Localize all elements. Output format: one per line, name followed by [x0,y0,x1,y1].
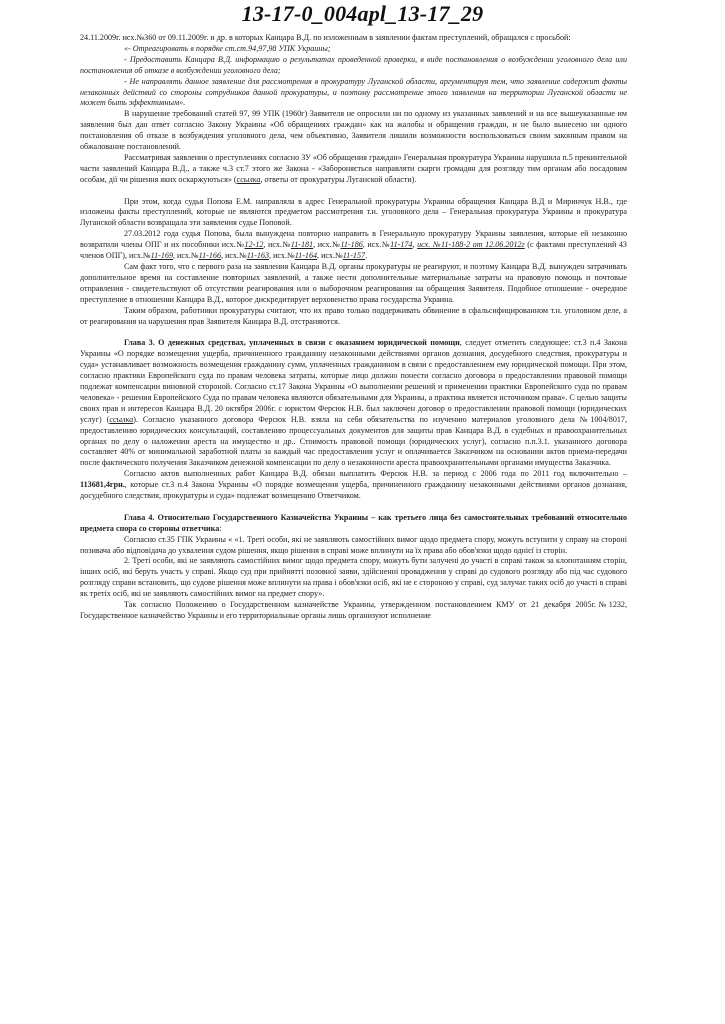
paragraph-text: : [219,523,222,533]
paragraph-text: , [412,240,418,250]
paragraph: В нарушение требований статей 97, 99 УПК (1960г) Заявителя не опросили ни по одному из указанных заявлений и на все вышеуказанные им заявления был дан ответ согласно Закону Украины «Об обращениях граждан» как на жалобы и обращения граждан, и не было вынесено ни одного постановления об отказе в возбуждения уголовного дела, чем объективно, Заявителя лишили возможности воспользоваться своим законным правом на обжалование постановлений. [80,109,627,152]
paragraph-text: , исх.№ [313,240,341,250]
request-item: «- Отреагировать в порядке ст.ст.94,97,98 УПК Украины; [124,43,331,53]
paragraph-text: , исх.№ [362,240,391,250]
document-body [80,33,627,622]
paragraph-text: , исх.№ [221,251,247,261]
link[interactable]: 11-164 [294,251,318,261]
paragraph-text: , исх.№ [269,251,295,261]
link[interactable]: 12-12 [244,240,264,250]
spacer [80,502,627,513]
paragraph-text: 27.03.2012 года судья Попова, была вынуждена повторно направить в Генеральную прокуратуру Украины заявления, которые ей незаконно возвратили члены ОПГ и их пособники исх.№ [80,229,627,250]
paragraph-text: , ответы от прокуратуры Луганской области). [260,174,417,184]
spacer [80,186,627,197]
paragraph-text: . [365,251,368,261]
link[interactable]: ссылка [109,414,134,424]
paragraph: 24.11.2009г. исх.№360 от 09.11.2009г. и др. в которых Канцара В.Д. по изложенным в заявлении фактам преступлений, обращался с просьбой: [80,33,571,42]
link[interactable]: 11-163 [246,251,270,261]
paragraph [80,229,627,262]
paragraph [80,469,627,502]
paragraph-text: , следует отметить следующее: ст.3 п.4 Закона Украины «О порядке возмещения ущерба, причиненного гражданину незаконными действиями органов дознания, досудебного следствия, прокуратуры и суда» устанавливает возможность возмещения гражданину сумм, уплаченных гражданином в связи с предоставлением ему юридической помощи. При этом, согласно практики Европейского суда по правам человека затраты, которые лицо должно понести согласно договора о предоставлении правовой помощи подлежат компенсации виновной стороной. Согласно ст.17 Закона Украины «О выполнении решений и применении практики Европейского суда по правам человека» - решения Европейского Суда по правам человека являются обязательными для Украины, а практика является источником права». С целью защиты своих прав и интересов Канцара В.Д. 20 октября 2006г. с юристом Ферсюк Н.В. был заключен договор о предоставлении правовой помощи (юридических услуг) ( [80,338,627,424]
link[interactable]: 11-169 [150,251,173,261]
paragraph: При этом, когда судья Попова Е.М. направляла в адрес Генеральной прокуратуры Украины обращения Канцара В.Д и Миринчук Н.В., где изложены факты преступлений, которые не являются предметом рассмотрения т.н. уголовного дела – Генеральная прокуратура Украины и прокуратура Луганской области возвращала эти заявления судье Поповой. [80,196,627,228]
paragraph: Согласно ст.35 ГПК Украины « «1. Треті особи, які не заявляють самостійних вимог щодо предмета спору, можуть вступити у справу на стороні позивача або відповідача до ухвалення судом рішення, якщо рішення в справі може вплинути на їх права або обов'язки щодо однієї із сторін. [80,534,627,555]
link[interactable]: 11-186 [340,240,363,250]
amount: 113681,4грн. [80,480,125,490]
link[interactable]: 11-174 [390,240,413,250]
paragraph: Так согласно Положению о Государственном казначействе Украины, утвержденном постановлением КМУ от 21 декабря 2005г.№1232, Государственное казначейство Украины и его территориальные органы лишь организуют исполнение [80,600,627,620]
document-header: 13-17-0_004apl_13-17_29 [241,1,484,26]
paragraph-text: Рассматривая заявления о преступлениях согласно ЗУ «Об обращения граждан» Генеральная прокуратура Украины нарушила п.5 прекинтельной части заявлений Канцара В.Д., а также ч.3 ст.7 этого же Закона - «Забороняється направляти скарги громадян для розгляду тим органам або посадовим особам, дії чи рішення яких оскаржуються» ( [80,152,627,184]
paragraph-text: , исх.№ [173,251,199,261]
chapter-4-heading: Глава 4. Относительно Государственного Казначейства Украины – как третьего лица без самостоятельных требований относительно предмета спора со стороны ответчика [80,512,627,533]
paragraph [80,153,627,186]
paragraph-text: , исх.№ [317,251,343,261]
spacer [80,327,627,338]
link[interactable]: ссылка [236,174,261,184]
link[interactable]: исх. №11-188-2 от 12.06.2012г [417,240,525,250]
link[interactable]: 11-157 [342,251,366,261]
paragraph-text: , исх.№ [263,240,291,250]
paragraph: Сам факт того, что с первого раза на заявления Канцара В.Д. органы прокуратуры не реагируют, и поэтому Канцара В.Д. вынужден затрачивать дополнительное время на составление повторных заявлений, а также нести дополнительные материальные затраты на правовую помощь и почтовые отправления - свидетельствуют об отсутствии реагирования или о выборочном реагирования на обращения Заявителя. Подобное отношение - очередное преступление в отношении Канцара В.Д., которое дискредитирует верховенство права государства Украина. [80,262,627,304]
paragraph-text: (с фактами преступлений 43 членов ОПГ), исх.№ [80,240,627,261]
paragraph-text: , которые ст.3 п.4 Закона Украины «О порядке возмещения ущерба, причиненного гражданину незаконными действиями органов дознания, досудебного следствия, прокуратуры и суда» подлежат возмещению Ответчиком. [80,480,627,501]
request-item: - Предоставить Канцара В.Д. информацию о результатах проведенной проверки, в виде постановления о возбуждении уголовного дела или постановления об отказе в возбуждении уголовного дела; [80,54,627,75]
chapter-3-paragraph [80,338,627,469]
paragraph: 2. Треті особи, які не заявляють самостійних вимог щодо предмета спору, можуть бути залучені до участі в справі також за клопотанням сторін, інших осіб, які беруть участь у справі. Якщо суд при прийнятті позовної заяви, здійсненні провадження у справі до судового розгляду або під час судового розгляду справи встановить, що судове рішення може вплинути на права і обов'язки осіб, які не є стороною у справі, суд залучає таких осіб до участі в справі як третіх осіб, які не заявляють самостійних вимог на предмет спору». [80,556,627,599]
request-item: - Не направлять данное заявление для рассмотрения в прокуратуру Луганской области, аргументируя тем, что заявление содержит факты незаконных действий со стороны сотрудников данной прокуратуры, и поэтому рассмотрение этого заявления на территории Луганской области не может быть эффективным». [80,76,627,108]
paragraph-text: ). Согласно указанного договора Ферсюк Н.В. взяла на себя обязательства по изучению материалов уголовного дела №1004/8017, предоставлению юридических консультаций, составлению процессуальных документов для защиты прав Канцара В.Д. в судебных и правоохранительных органах по делу о наложении ареста на имущество и др.. Стоимость правовой помощи (юридических услуг), согласно п.п.3.1. указанного договора составляет 40% от минимальной заработной платы за каждый час предоставления услуг и оплачивается Заказчиком на основании актов приема-передачи после фактического получения Заказчиком денежной компенсации по делу о незаконности ареста правоохранительными органами имущества Заказчика. [80,414,627,468]
paragraph-text: Согласно актов выполненных работ Канцара В.Д. обязан выплатить Ферсюк Н.В. за период с 2006 года по 2011 год включительно – [124,469,627,479]
chapter-3-heading: Глава 3. О денежных средствах, уплаченных в связи с оказанием юридической помощи [124,338,460,348]
link[interactable]: 11-181 [290,240,314,250]
link[interactable]: 11-166 [198,251,222,261]
chapter-4-paragraph [80,513,627,535]
paragraph: Таким образом, работники прокуратуры считают, что их право только поддерживать обвинение в сфальсифицированном т.н. уголовном деле, а от реагирования на нарушения прав Заявителя Канцара В.Д. отстраняются. [80,305,627,326]
